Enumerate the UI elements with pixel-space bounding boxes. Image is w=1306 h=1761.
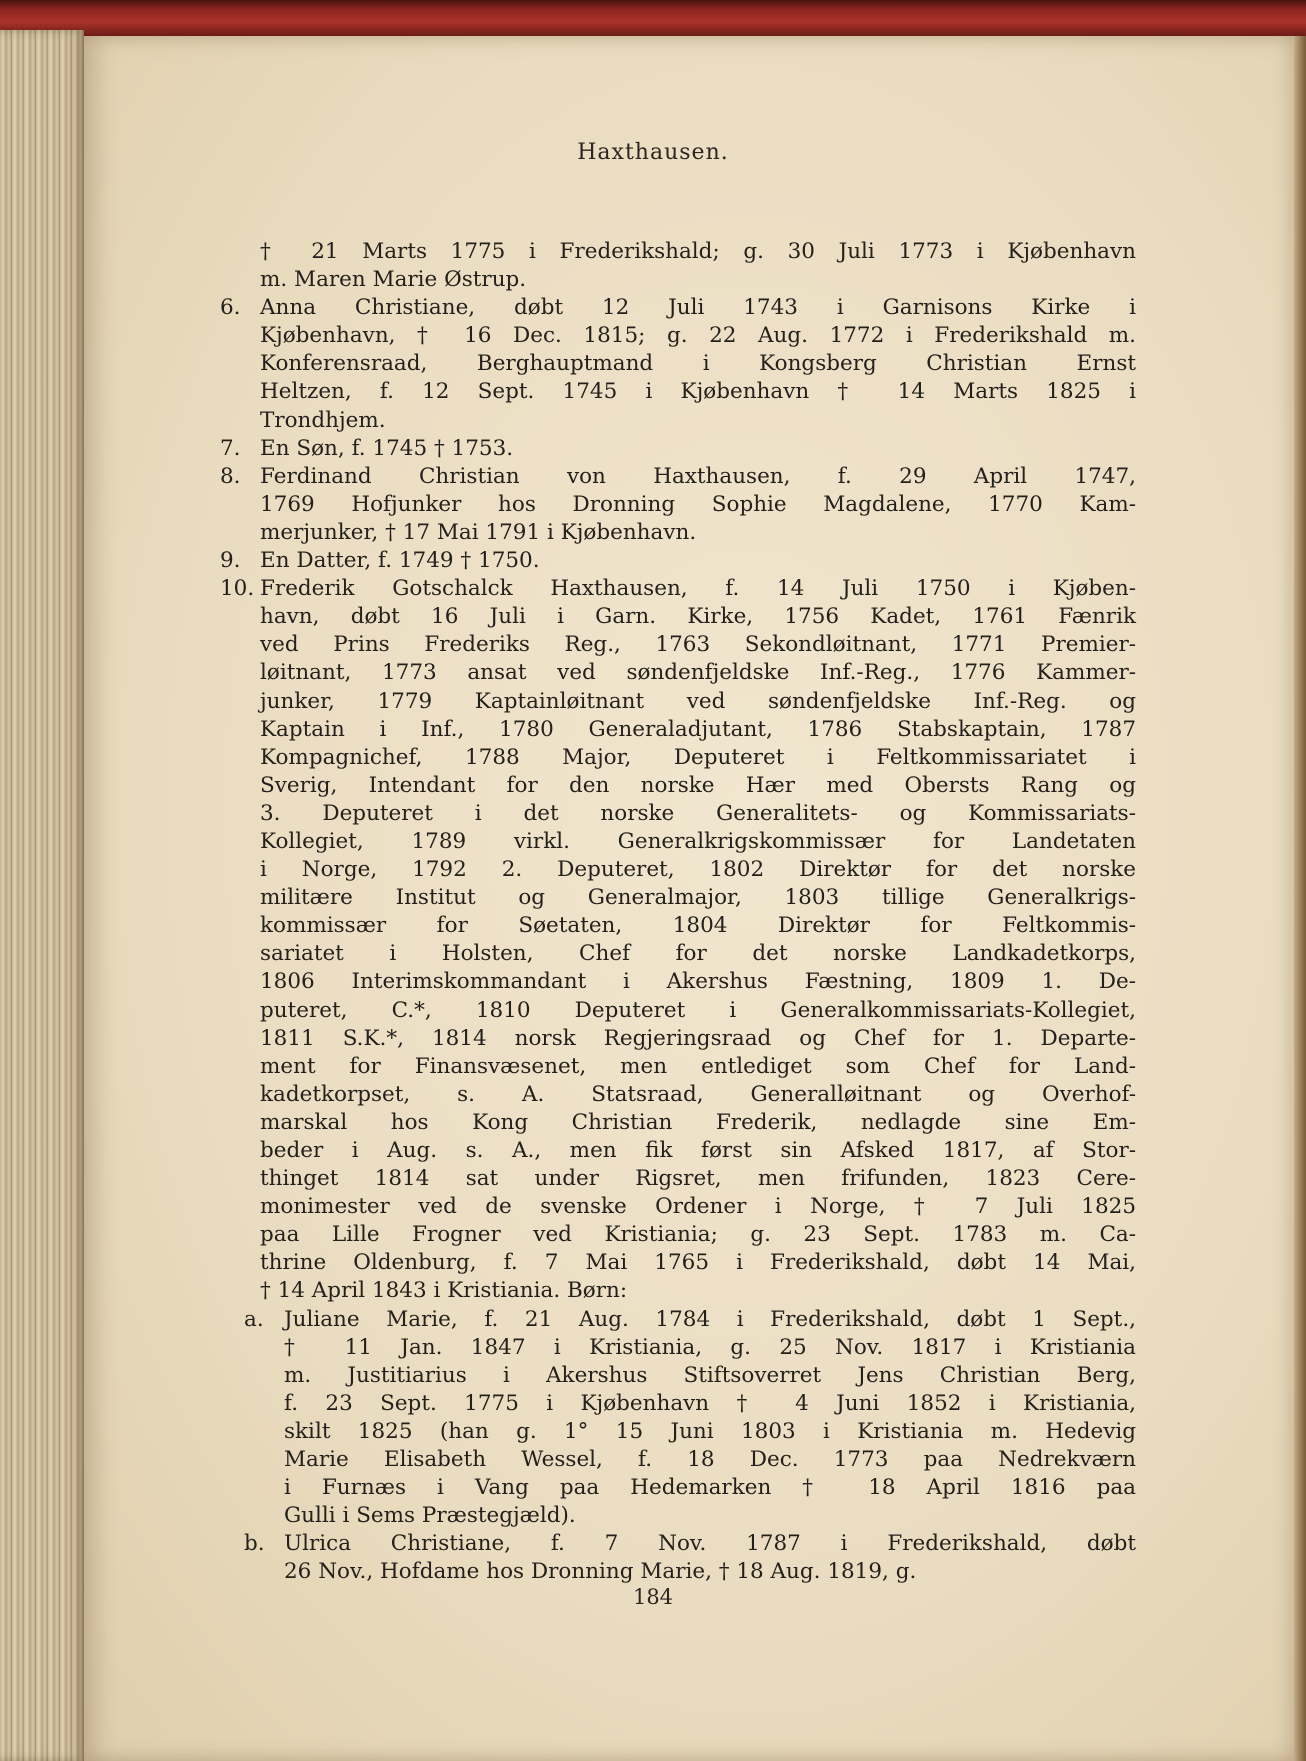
running-header: Haxthausen.: [577, 140, 729, 165]
text-line: [220, 435, 1136, 463]
text-line: [284, 1502, 1136, 1530]
text-line: [260, 1109, 1136, 1137]
text-line: [220, 294, 1136, 322]
text-line: [284, 1334, 1136, 1362]
text-line: [260, 800, 1136, 828]
entry-number: b.: [244, 1531, 265, 1557]
line-text: Ferdinand Christian von Haxthausen, f. 29 April 1747,: [260, 463, 1136, 489]
text-line: [260, 940, 1136, 968]
line-text: Kjøbenhavn, † 16 Dec. 1815; g. 22 Aug. 1772 i Frederikshald m.: [260, 323, 1136, 349]
text-line: [260, 1249, 1136, 1277]
text-line: [260, 631, 1136, 659]
line-text: monimester ved de svenske Ordener i Norge, † 7 Juli 1825: [260, 1194, 1136, 1220]
text-line: [220, 547, 1136, 575]
text-line: [260, 491, 1136, 519]
text-line: [260, 828, 1136, 856]
line-text: Konferensraad, Berghauptmand i Kongsberg Christian Ernst: [260, 351, 1136, 377]
line-text: marskal hos Kong Christian Frederik, nedlagde sine Em-: [260, 1109, 1136, 1135]
genealogy-entry: [220, 435, 1136, 463]
genealogy-entry: [220, 294, 1136, 434]
text-line: [220, 575, 1136, 603]
line-text: 26 Nov., Hofdame hos Dronning Marie, † 18 Aug. 1819, g.: [284, 1559, 917, 1585]
child-entry: [244, 1530, 1136, 1586]
text-line: [260, 378, 1136, 406]
entry-number: 8.: [220, 463, 241, 489]
text-line: [284, 1474, 1136, 1502]
text-line: [260, 912, 1136, 940]
line-text: Juliane Marie, f. 21 Aug. 1784 i Frederikshald, døbt 1 Sept.,: [284, 1306, 1136, 1332]
genealogy-entry: [220, 575, 1136, 1305]
entry-number: a.: [244, 1306, 264, 1332]
line-text: Anna Christiane, døbt 12 Juli 1743 i Garnisons Kirke i: [260, 295, 1136, 321]
entry-number: 10.: [220, 576, 255, 602]
genealogy-text: [220, 238, 1136, 1587]
text-line: [260, 350, 1136, 378]
line-text: i Furnæs i Vang paa Hedemarken † 18 April 1816 paa: [284, 1475, 1136, 1501]
text-line: [260, 997, 1136, 1025]
line-text: Ulrica Christiane, f. 7 Nov. 1787 i Frederikshald, døbt: [284, 1531, 1136, 1557]
line-text: junker, 1779 Kaptainløitnant ved søndenfjeldske Inf.-Reg. og: [260, 688, 1136, 714]
page-number: 184: [632, 1585, 674, 1609]
text-line: [260, 266, 1136, 294]
line-text: 1806 Interimskommandant i Akershus Fæstning, 1809 1. De-: [260, 969, 1136, 995]
line-text: Trondhjem.: [260, 407, 386, 433]
line-text: En Datter, f. 1749 † 1750.: [260, 548, 540, 574]
entry-number: 6.: [220, 295, 241, 321]
text-line: [220, 463, 1136, 491]
line-text: 1811 S.K.*, 1814 norsk Regjeringsraad og Chef for 1. Departe-: [260, 1025, 1136, 1051]
text-line: [244, 1306, 1136, 1334]
line-text: Frederik Gotschalck Haxthausen, f. 14 Juli 1750 i Kjøben-: [260, 576, 1136, 602]
line-text: havn, døbt 16 Juli i Garn. Kirke, 1756 Kadet, 1761 Fænrik: [260, 604, 1136, 630]
line-text: m. Maren Marie Østrup.: [260, 267, 527, 293]
line-text: † 14 April 1843 i Kristiania. Børn:: [260, 1278, 628, 1304]
text-line: [260, 716, 1136, 744]
text-line: [260, 1081, 1136, 1109]
line-text: Heltzen, f. 12 Sept. 1745 i Kjøbenhavn † 14 Marts 1825 i: [260, 379, 1136, 405]
line-text: ment for Finansvæsenet, men entlediget som Chef for Land-: [260, 1053, 1136, 1079]
line-text: f. 23 Sept. 1775 i Kjøbenhavn † 4 Juni 1852 i Kristiania,: [284, 1390, 1136, 1416]
genealogy-entry: [220, 547, 1136, 575]
book-spine: [0, 30, 84, 1761]
entry-list: [220, 238, 1136, 1306]
line-text: beder i Aug. s. A., men fik først sin Afsked 1817, af Stor-: [260, 1138, 1136, 1163]
line-text: i Norge, 1792 2. Deputeret, 1802 Direktør for det norske: [260, 857, 1136, 883]
line-text: skilt 1825 (han g. 1° 15 Juni 1803 i Kristiania m. Hedevig: [284, 1418, 1136, 1444]
text-line: [260, 688, 1136, 716]
line-text: kadetkorpset, s. A. Statsraad, Generalløitnant og Overhof-: [260, 1081, 1136, 1107]
line-text: 1769 Hofjunker hos Dronning Sophie Magdalene, 1770 Kam-: [260, 491, 1136, 517]
text-line: [260, 1193, 1136, 1221]
text-line: [260, 322, 1136, 350]
line-text: puteret, C.*, 1810 Deputeret i Generalkommissariats-Kollegiet,: [260, 997, 1136, 1023]
line-text: Kollegiet, 1789 virkl. Generalkrigskommissær for Landetaten: [260, 828, 1136, 854]
line-text: ved Prins Frederiks Reg., 1763 Sekondløitnant, 1771 Premier-: [260, 632, 1136, 658]
line-text: † 11 Jan. 1847 i Kristiania, g. 25 Nov. 1817 i Kristiania: [284, 1334, 1136, 1360]
text-line: [260, 1165, 1136, 1193]
line-text: Sverig, Intendant for den norske Hær med Obersts Rang og: [260, 772, 1136, 798]
text-line: [244, 1530, 1136, 1558]
text-line: [284, 1558, 1136, 1586]
line-text: Kaptain i Inf., 1780 Generaladjutant, 1786 Stabskaptain, 1787: [260, 716, 1136, 742]
text-line: [260, 659, 1136, 687]
line-text: merjunker, † 17 Mai 1791 i Kjøbenhavn.: [260, 519, 697, 545]
text-line: [260, 238, 1136, 266]
text-line: [260, 1025, 1136, 1053]
line-text: En Søn, f. 1745 † 1753.: [260, 435, 514, 461]
text-line: [260, 519, 1136, 547]
line-text: Marie Elisabeth Wessel, f. 18 Dec. 1773 paa Nedrekværn: [284, 1447, 1136, 1473]
text-line: [260, 968, 1136, 996]
line-text: m. Justitiarius i Akershus Stiftsoverret Jens Christian Berg,: [284, 1362, 1136, 1388]
line-text: sariatet i Holsten, Chef for det norske Landkadetkorps,: [260, 941, 1136, 967]
text-line: [260, 856, 1136, 884]
entry-number: 7.: [220, 435, 241, 461]
line-text: † 21 Marts 1775 i Frederikshald; g. 30 Juli 1773 i Kjøbenhavn: [260, 239, 1136, 264]
text-line: [260, 1137, 1136, 1165]
line-text: løitnant, 1773 ansat ved søndenfjeldske Inf.-Reg., 1776 Kammer-: [260, 660, 1136, 686]
text-line: [284, 1362, 1136, 1390]
text-line: [284, 1446, 1136, 1474]
text-line: [260, 744, 1136, 772]
genealogy-entry: [260, 238, 1136, 294]
child-entry: [244, 1306, 1136, 1531]
text-line: [260, 603, 1136, 631]
line-text: thrine Oldenburg, f. 7 Mai 1765 i Frederikshald, døbt 14 Mai,: [260, 1250, 1136, 1276]
line-text: thinget 1814 sat under Rigsret, men frifunden, 1823 Cere-: [260, 1166, 1136, 1192]
line-text: kommissær for Søetaten, 1804 Direktør for Feltkommis-: [260, 913, 1136, 939]
children-list: [244, 1306, 1136, 1587]
text-line: [260, 407, 1136, 435]
line-text: paa Lille Frogner ved Kristiania; g. 23 Sept. 1783 m. Ca-: [260, 1222, 1136, 1248]
text-line: [260, 1053, 1136, 1081]
line-text: 3. Deputeret i det norske Generalitets- og Kommissariats-: [260, 800, 1136, 826]
line-text: Gulli i Sems Præstegjæld).: [284, 1503, 576, 1529]
line-text: militære Institut og Generalmajor, 1803 tillige Generalkrigs-: [260, 885, 1136, 911]
text-line: [284, 1418, 1136, 1446]
text-line: [284, 1390, 1136, 1418]
entry-number: 9.: [220, 548, 241, 574]
text-line: [260, 1277, 1136, 1305]
text-line: [260, 772, 1136, 800]
genealogy-entry: [220, 463, 1136, 547]
book-right-edge: [1294, 36, 1306, 1761]
line-text: Kompagnichef, 1788 Major, Deputeret i Feltkommissariatet i: [260, 744, 1136, 770]
text-line: [260, 884, 1136, 912]
text-line: [260, 1221, 1136, 1249]
